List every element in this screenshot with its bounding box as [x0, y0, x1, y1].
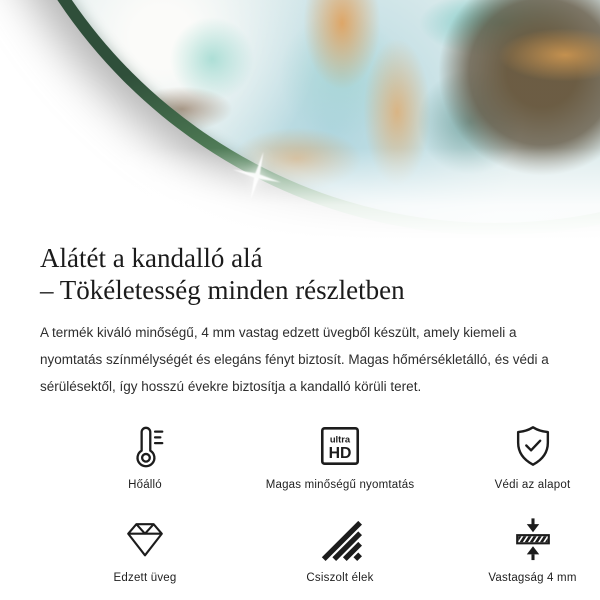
feature-tempered-glass — [50, 515, 240, 584]
product-image-section — [0, 0, 600, 240]
ultra-hd-icon — [317, 422, 363, 470]
feature-heat-resistant — [50, 422, 240, 491]
image-fade-overlay — [0, 148, 600, 240]
feature-label: Magas minőségű nyomtatás — [265, 479, 415, 491]
features-grid — [40, 422, 577, 584]
thickness-icon — [510, 515, 556, 563]
hd-text: HD — [328, 444, 352, 462]
feature-label: Hőálló — [128, 479, 162, 491]
feature-protects-base — [440, 422, 600, 491]
diamond-icon — [122, 515, 168, 563]
title-line-1: Alátét a kandalló alá — [40, 243, 263, 273]
feature-label: Edzett üveg — [113, 572, 177, 584]
feature-polished-edges — [240, 515, 440, 584]
page-title — [40, 240, 560, 306]
polished-edges-icon — [317, 515, 363, 563]
content-section — [0, 240, 600, 584]
title-line-2: – Tökéletesség minden részletben — [40, 275, 405, 305]
product-description: A termék kiváló minőségű, 4 mm vastag edzett üvegből készült, amely kiemeli a nyomtatás színmélységét és elegáns fényt biztosít. Magas hőmérsékletálló, és védi a sérülésektől, így hosszú évekre biztosítja a kandalló körüli teret. — [40, 325, 549, 394]
feature-label: Csiszolt élek — [306, 572, 374, 584]
thermometer-icon — [122, 422, 168, 470]
feature-label: Vastagság 4 mm — [488, 572, 577, 584]
feature-thickness — [440, 515, 600, 584]
feature-label: Védi az alapot — [494, 479, 571, 491]
shield-check-icon — [510, 422, 556, 470]
ultra-text: ultra — [329, 433, 351, 445]
feature-ultra-hd-print — [240, 422, 440, 491]
